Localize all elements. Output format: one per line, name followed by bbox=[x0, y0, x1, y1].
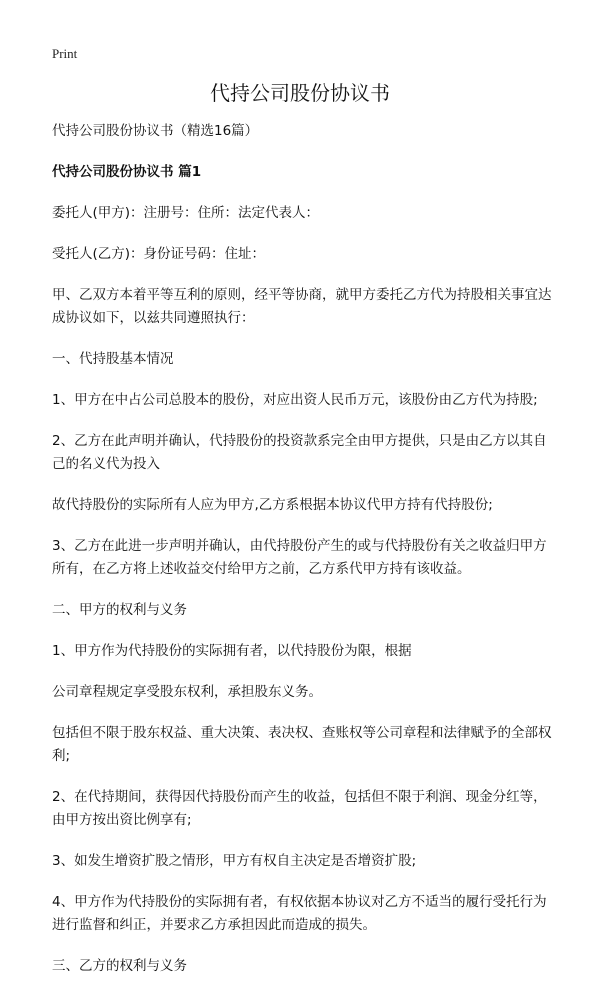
paragraph-clause-2-1-detail: 包括但不限于股东权益、重大决策、表决权、查账权等公司章程和法律赋予的全部权利; bbox=[52, 725, 552, 764]
heading-party-b-rights: 三、乙方的权利与义务 bbox=[52, 958, 187, 974]
paragraph-clause-2-1-cont: 公司章程规定享受股东权利，承担股东义务。 bbox=[52, 684, 322, 700]
heading-basic-info: 一、代持股基本情况 bbox=[52, 351, 174, 367]
paragraph-principal: 委托人(甲方)：注册号：住所：法定代表人： bbox=[52, 205, 320, 221]
document-subtitle: 代持公司股份协议书（精选16篇） bbox=[52, 123, 259, 139]
paragraph-clause-2-4: 4、甲方作为代持股份的实际拥有者，有权依据本协议对乙方不适当的履行受托行为进行监督和纠正，并要求乙方承担因此而造成的损失。 bbox=[52, 894, 547, 933]
paragraph-clause-2-3: 3、如发生增资扩股之情形，甲方有权自主决定是否增资扩股; bbox=[52, 853, 417, 869]
paragraph-clause-2-1: 1、甲方作为代持股份的实际拥有者，以代持股份为限，根据 bbox=[52, 643, 412, 659]
section-heading: 代持公司股份协议书 篇1 bbox=[52, 164, 202, 180]
paragraph-trustee: 受托人(乙方)：身份证号码：住址： bbox=[52, 246, 266, 262]
heading-party-a-rights: 二、甲方的权利与义务 bbox=[52, 602, 187, 618]
paragraph-preamble: 甲、乙双方本着平等互利的原则，经平等协商，就甲方委托乙方代为持股相关事宜达成协议如下，以兹共同遵照执行： bbox=[52, 287, 552, 326]
print-label[interactable]: Print bbox=[52, 46, 78, 61]
document-body bbox=[52, 120, 552, 996]
paragraph-clause-1-1: 1、甲方在中占公司总股本的股份，对应出资人民币万元，该股份由乙方代为持股; bbox=[52, 392, 538, 408]
paragraph-clause-2-2: 2、在代持期间，获得因代持股份而产生的收益，包括但不限于利润、现金分红等，由甲方按出资比例享有; bbox=[52, 789, 547, 828]
paragraph-clause-1-3: 3、乙方在此进一步声明并确认，由代持股份产生的或与代持股份有关之收益归甲方所有，在乙方将上述收益交付给甲方之前，乙方系代甲方持有该收益。 bbox=[52, 538, 547, 577]
document-title: 代持公司股份协议书 bbox=[210, 81, 390, 105]
paragraph-clause-1-2-cont: 故代持股份的实际所有人应为甲方,乙方系根据本协议代甲方持有代持股份; bbox=[52, 497, 493, 513]
paragraph-clause-1-2: 2、乙方在此声明并确认，代持股份的投资款系完全由甲方提供，只是由乙方以其自己的名义代为投入 bbox=[52, 433, 547, 472]
